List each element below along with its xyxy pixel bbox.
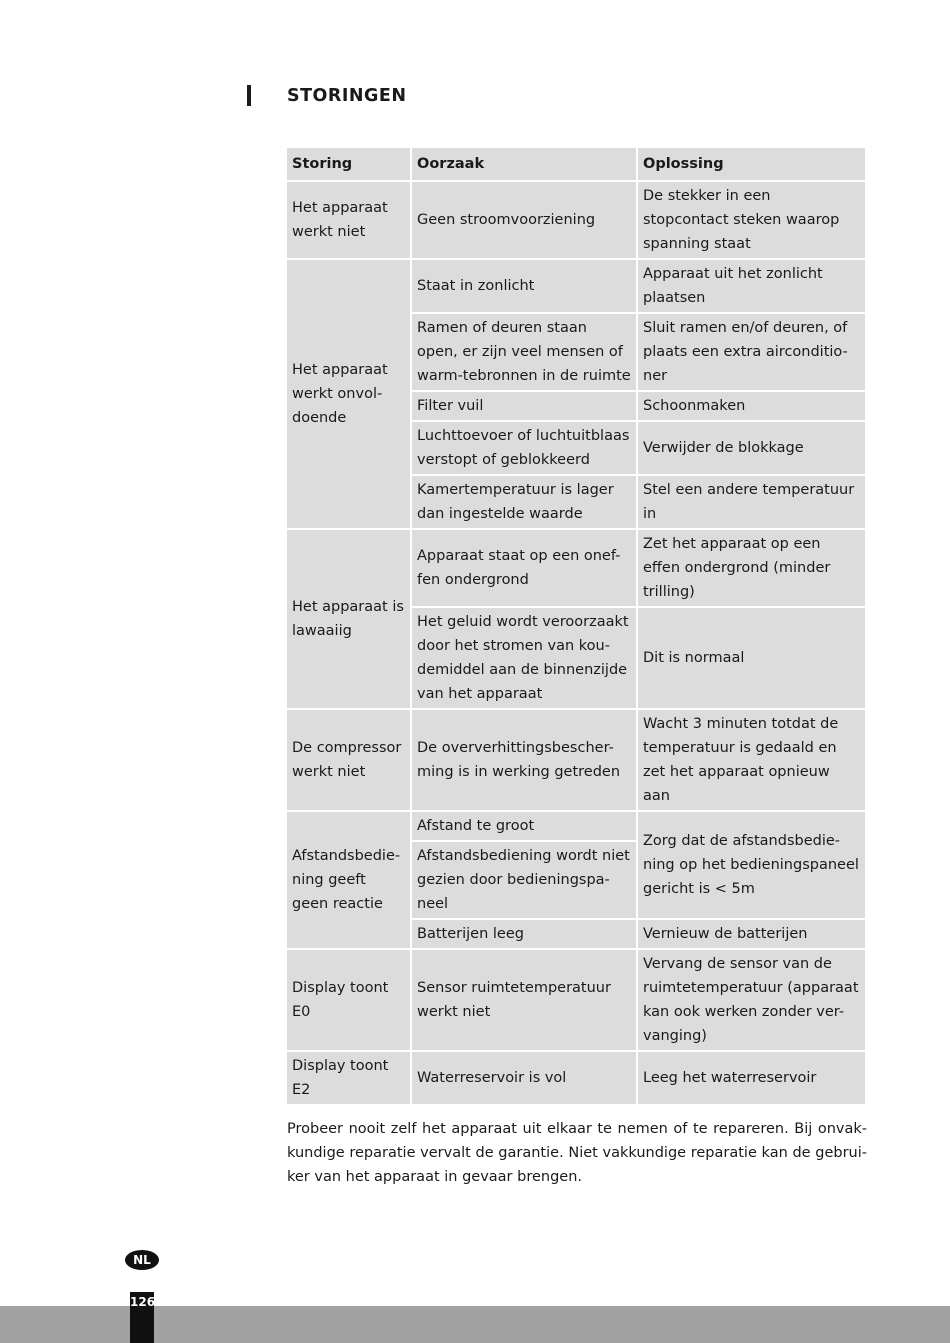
table-header-row [287,148,865,180]
oorzaak-cell: Batterijen leeg [412,920,636,948]
oplossing-cell: Apparaat uit het zonlicht plaatsen [638,260,865,312]
section-marker [247,85,251,106]
oorzaak-cell: Het geluid wordt veroorzaakt door het stromen van kou-demiddel aan de binnenzijde van het apparaat [412,608,636,708]
oplossing-cell: Verwijder de blokkage [638,422,865,474]
oorzaak-cell: Afstand te groot [412,812,636,840]
page-number: 126 [130,1295,156,1309]
warning-note: Probeer nooit zelf het apparaat uit elkaar te nemen of te repareren. Bij onvak-kundige reparatie vervalt de garantie. Niet vakkundige reparatie kan de gebrui-ker van het apparaat in gevaar brengen. [287,1121,867,1185]
oplossing-cell: Dit is normaal [638,608,865,708]
table-row [287,710,865,810]
header-oplossing: Oplossing [638,148,865,180]
storing-cell: Het apparaat is lawaaiig [287,530,410,708]
storing-cell: Display toont E2 [287,1052,410,1104]
oorzaak-cell: Kamertemperatuur is lager dan ingestelde waarde [412,476,636,528]
oplossing-cell: De stekker in een stopcontact steken waarop spanning staat [638,182,865,258]
header-oorzaak: Oorzaak [412,148,636,180]
oplossing-cell: Zorg dat de afstandsbedie-ning op het bedieningspaneel gericht is < 5m [638,812,865,918]
table-row [287,182,865,258]
troubleshooting-table [285,146,867,1106]
oplossing-cell: Wacht 3 minuten totdat de temperatuur is gedaald en zet het apparaat opnieuw aan [638,710,865,810]
oorzaak-cell: De oververhittingsbescher-ming is in werking getreden [412,710,636,810]
oplossing-cell: Sluit ramen en/of deuren, of plaats een extra airconditio-ner [638,314,865,390]
section-title: STORINGEN [287,86,407,106]
table-row [287,812,865,840]
oorzaak-cell: Luchttoevoer of luchtuitblaas verstopt of geblokkeerd [412,422,636,474]
oorzaak-cell: Sensor ruimtetemperatuur werkt niet [412,950,636,1050]
table-row [287,530,865,606]
oorzaak-cell: Afstandsbediening wordt niet gezien door bedieningspa-neel [412,842,636,918]
table-row [287,260,865,312]
oorzaak-cell: Filter vuil [412,392,636,420]
storing-cell: Afstandsbedie-ning geeft geen reactie [287,812,410,948]
oorzaak-cell: Apparaat staat op een onef-fen ondergrond [412,530,636,606]
oorzaak-cell: Ramen of deuren staan open, er zijn veel mensen of warm-tebronnen in de ruimte [412,314,636,390]
storing-cell: Het apparaat werkt onvol-doende [287,260,410,528]
oplossing-cell: Vervang de sensor van de ruimtetemperatuur (apparaat kan ook werken zonder ver-vanging) [638,950,865,1050]
oplossing-cell: Leeg het waterreservoir [638,1052,865,1104]
storing-cell: De compressor werkt niet [287,710,410,810]
language-badge: NL [125,1250,159,1270]
oplossing-cell: Vernieuw de batterijen [638,920,865,948]
oorzaak-cell: Waterreservoir is vol [412,1052,636,1104]
oplossing-cell: Zet het apparaat op een effen ondergrond (minder trilling) [638,530,865,606]
storing-cell: Display toont E0 [287,950,410,1050]
oorzaak-cell: Geen stroomvoorziening [412,182,636,258]
oplossing-cell: Stel een andere temperatuur in [638,476,865,528]
header-storing: Storing [287,148,410,180]
table-row [287,950,865,1050]
oplossing-cell: Schoonmaken [638,392,865,420]
oorzaak-cell: Staat in zonlicht [412,260,636,312]
table-row [287,1052,865,1104]
storing-cell: Het apparaat werkt niet [287,182,410,258]
